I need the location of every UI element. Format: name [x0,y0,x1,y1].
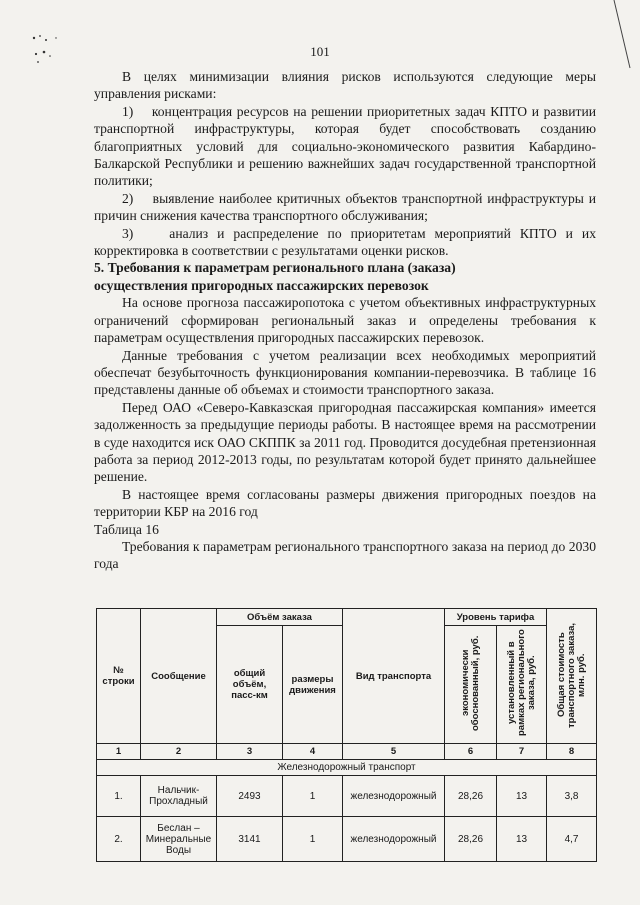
requirements-table [96,608,597,862]
cell-no: 1. [97,776,141,817]
column-number-row [97,744,597,760]
cell-traffic: 1 [283,776,343,817]
header-tariff-group: Уровень тарифа [445,609,547,626]
section-row [97,760,597,776]
header-total-volume: общий объём, пасс-км [217,626,283,744]
table-row [97,817,597,862]
col-num: 7 [497,744,547,760]
col-num: 4 [283,744,343,760]
cell-econ: 28,26 [445,776,497,817]
list-item-1: 1) концентрация ресурсов на решении приоритетных задач КПТО и развитии транспортной инфраструктуры, которая будет способствовать созданию благоприятных условий для социально-экономического развития Кабардино-Балкарской Республики и решению важнейших задач государственной транспортной политики; [94,103,596,189]
cell-set: 13 [497,776,547,817]
header-set-text: установленный в рамках регионального заказа, руб. [505,629,537,737]
col-num: 3 [217,744,283,760]
header-traffic: размеры движения [283,626,343,744]
list-item-2: 2) выявление наиболее критичных объектов транспортной инфраструктуры и причин снижения качества транспортного обслуживания; [94,190,596,224]
cell-econ: 28,26 [445,817,497,862]
header-transport: Вид транспорта [343,609,445,744]
header-econ [445,626,497,744]
cell-cost: 4,7 [547,817,597,862]
section-heading-line-2: осуществления пригородных пассажирских перевозок [94,277,429,293]
col-num: 2 [141,744,217,760]
cell-transport: железнодорожный [343,817,445,862]
cell-set: 13 [497,817,547,862]
section-railway: Железнодорожный транспорт [97,760,597,776]
table-caption: Требования к параметрам регионального транспортного заказа на период до 2030 года [94,538,596,572]
cell-volume: 3141 [217,817,283,862]
table-row [97,776,597,817]
header-route: Сообщение [141,609,217,744]
page-number: 101 [310,44,330,59]
paragraph-3: Перед ОАО «Северо-Кавказская пригородная пассажирская компания» имеется задолженность за предыдущие периоды работы. В настоящее время на рассмотрении в суде находится иск ОАО СКППК за 2011 год. Проводится досудебная претензионная работа за период 2012-2013 годы, по результатам которой будет принято дальнейшее решение. [94,399,596,485]
header-total-cost [547,609,597,744]
header-total-cost-text: Общая стоимость транспортного заказа, млн. руб. [555,622,587,728]
col-num: 6 [445,744,497,760]
intro-paragraph: В целях минимизации влияния рисков используются следующие меры управления рисками: [94,69,596,102]
cell-cost: 3,8 [547,776,597,817]
cell-no: 2. [97,817,141,862]
header-set [497,626,547,744]
paragraph-2: Данные требования с учетом реализации всех необходимых мероприятий обеспечат безубыточность функционирования компании-перевозчика. В таблице 16 представлены данные об объемах и стоимости транспортного заказа. [94,347,596,398]
list-item-3: 3) анализ и распределение по приоритетам мероприятий КПТО и их корректировка в соответствии с результатами оценки рисков. [94,225,596,259]
body-text [94,68,596,573]
paragraph-4: В настоящее время согласованы размеры движения пригородных поездов на территории КБР на 2016 год [94,486,596,520]
header-volume-group: Объём заказа [217,609,343,626]
cell-volume: 2493 [217,776,283,817]
col-num: 1 [97,744,141,760]
cell-route: Нальчик-Прохладный [141,776,217,817]
col-num: 8 [547,744,597,760]
cell-route: Беслан – Минеральные Воды [141,817,217,862]
section-heading-line-1: 5. Требования к параметрам регионального плана (заказа) [94,260,456,276]
header-row-no: № строки [97,609,141,744]
table-header-row-1 [97,609,597,626]
cell-transport: железнодорожный [343,776,445,817]
col-num: 5 [343,744,445,760]
paragraph-1: На основе прогноза пассажиропотока с учетом объективных инфраструктурных ограничений сформирован региональный заказ и определены требования к параметрам осуществления пригородных пассажирских перевозок. [94,295,596,346]
header-econ-text: экономически обоснованный, руб. [459,635,481,731]
cell-traffic: 1 [283,817,343,862]
table-label: Таблица 16 [94,521,159,537]
